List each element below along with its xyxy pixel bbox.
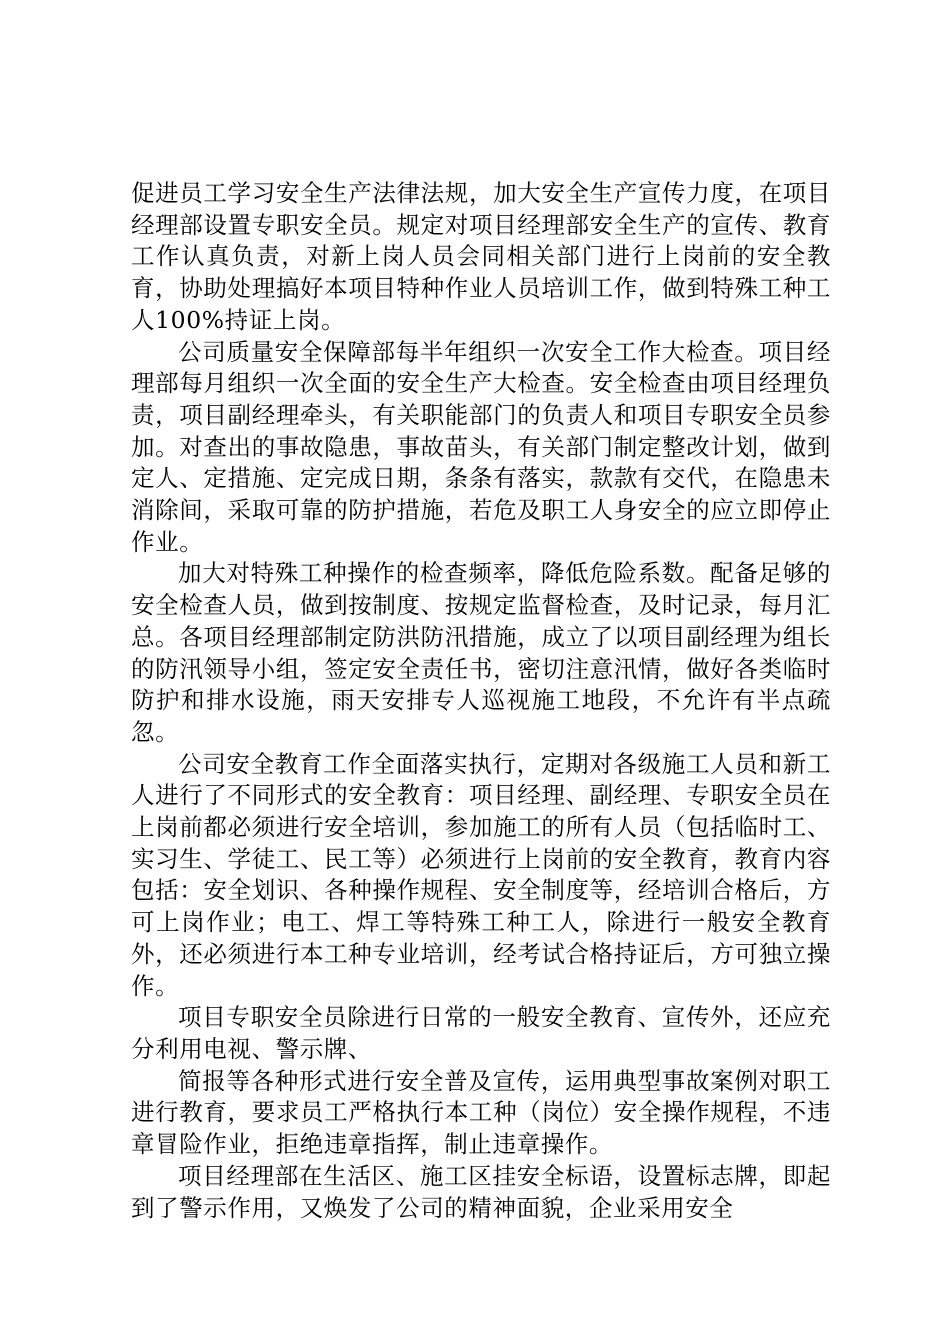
paragraph-7: 项目经理部在生活区、施工区挂安全标语，设置标志牌，即起到了警示作用，又焕发了公司的精神面貌，企业采用安全 xyxy=(131,1161,831,1222)
paragraph-5: 项目专职安全员除进行日常的一般安全教育、宣传外，还应充分利用电视、警示牌、 xyxy=(131,1003,831,1063)
paragraph-3: 加大对特殊工种操作的检查频率，降低危险系数。配备足够的安全检查人员，做到按制度、按规定监督检查，及时记录，每月汇总。各项目经理部制定防洪防汛措施，成立了以项目副经理为组长的防汛领导小组，签定安全责任书，密切注意汛情，做好各类临时防护和排水设施，雨天安排专人巡视施工地段，不允许有半点疏忽。 xyxy=(131,559,831,746)
paragraph-1: 促进员工学习安全生产法律法规，加大安全生产宣传力度，在项目经理部设置专职安全员。规定对项目经理部安全生产的宣传、教育工作认真负责，对新上岗人员会同相关部门进行上岗前的安全教育，协助处理搞好本项目特种作业人员培训工作，做到特殊工种工人100%持证上岗。 xyxy=(131,179,831,334)
paragraph-4: 公司安全教育工作全面落实执行，定期对各级施工人员和新工人进行了不同形式的安全教育：项目经理、副经理、专职安全员在上岗前都必须进行安全培训，参加施工的所有人员（包括临时工、实习生、学徒工、民工等）必须进行上岗前的安全教育，教育内容包括：安全划识、各种操作规程、安全制度等，经培训合格后，方可上岗作业；电工、焊工等特殊工种工人，除进行一般安全教育外，还必须进行本工种专业培训，经考试合格持证后，方可独立操作。 xyxy=(131,749,831,1000)
paragraph-6: 简报等各种形式进行安全普及宣传，运用典型事故案例对职工进行教育，要求员工严格执行本工种（岗位）安全操作规程，不违章冒险作业，拒绝违章指挥，制止违章操作。 xyxy=(131,1066,831,1159)
document-body xyxy=(131,178,831,1224)
paragraph-2: 公司质量安全保障部每半年组织一次安全工作大检查。项目经理部每月组织一次全面的安全生产大检查。安全检查由项目经理负责，项目副经理牵头，有关职能部门的负责人和项目专职安全员参加。对查出的事故隐患，事故苗头，有关部门制定整改计划，做到定人、定措施、定完成日期，条条有落实，款款有交代，在隐患未消除间，采取可靠的防护措施，若危及职工人身安全的应立即停止作业。 xyxy=(131,337,831,556)
